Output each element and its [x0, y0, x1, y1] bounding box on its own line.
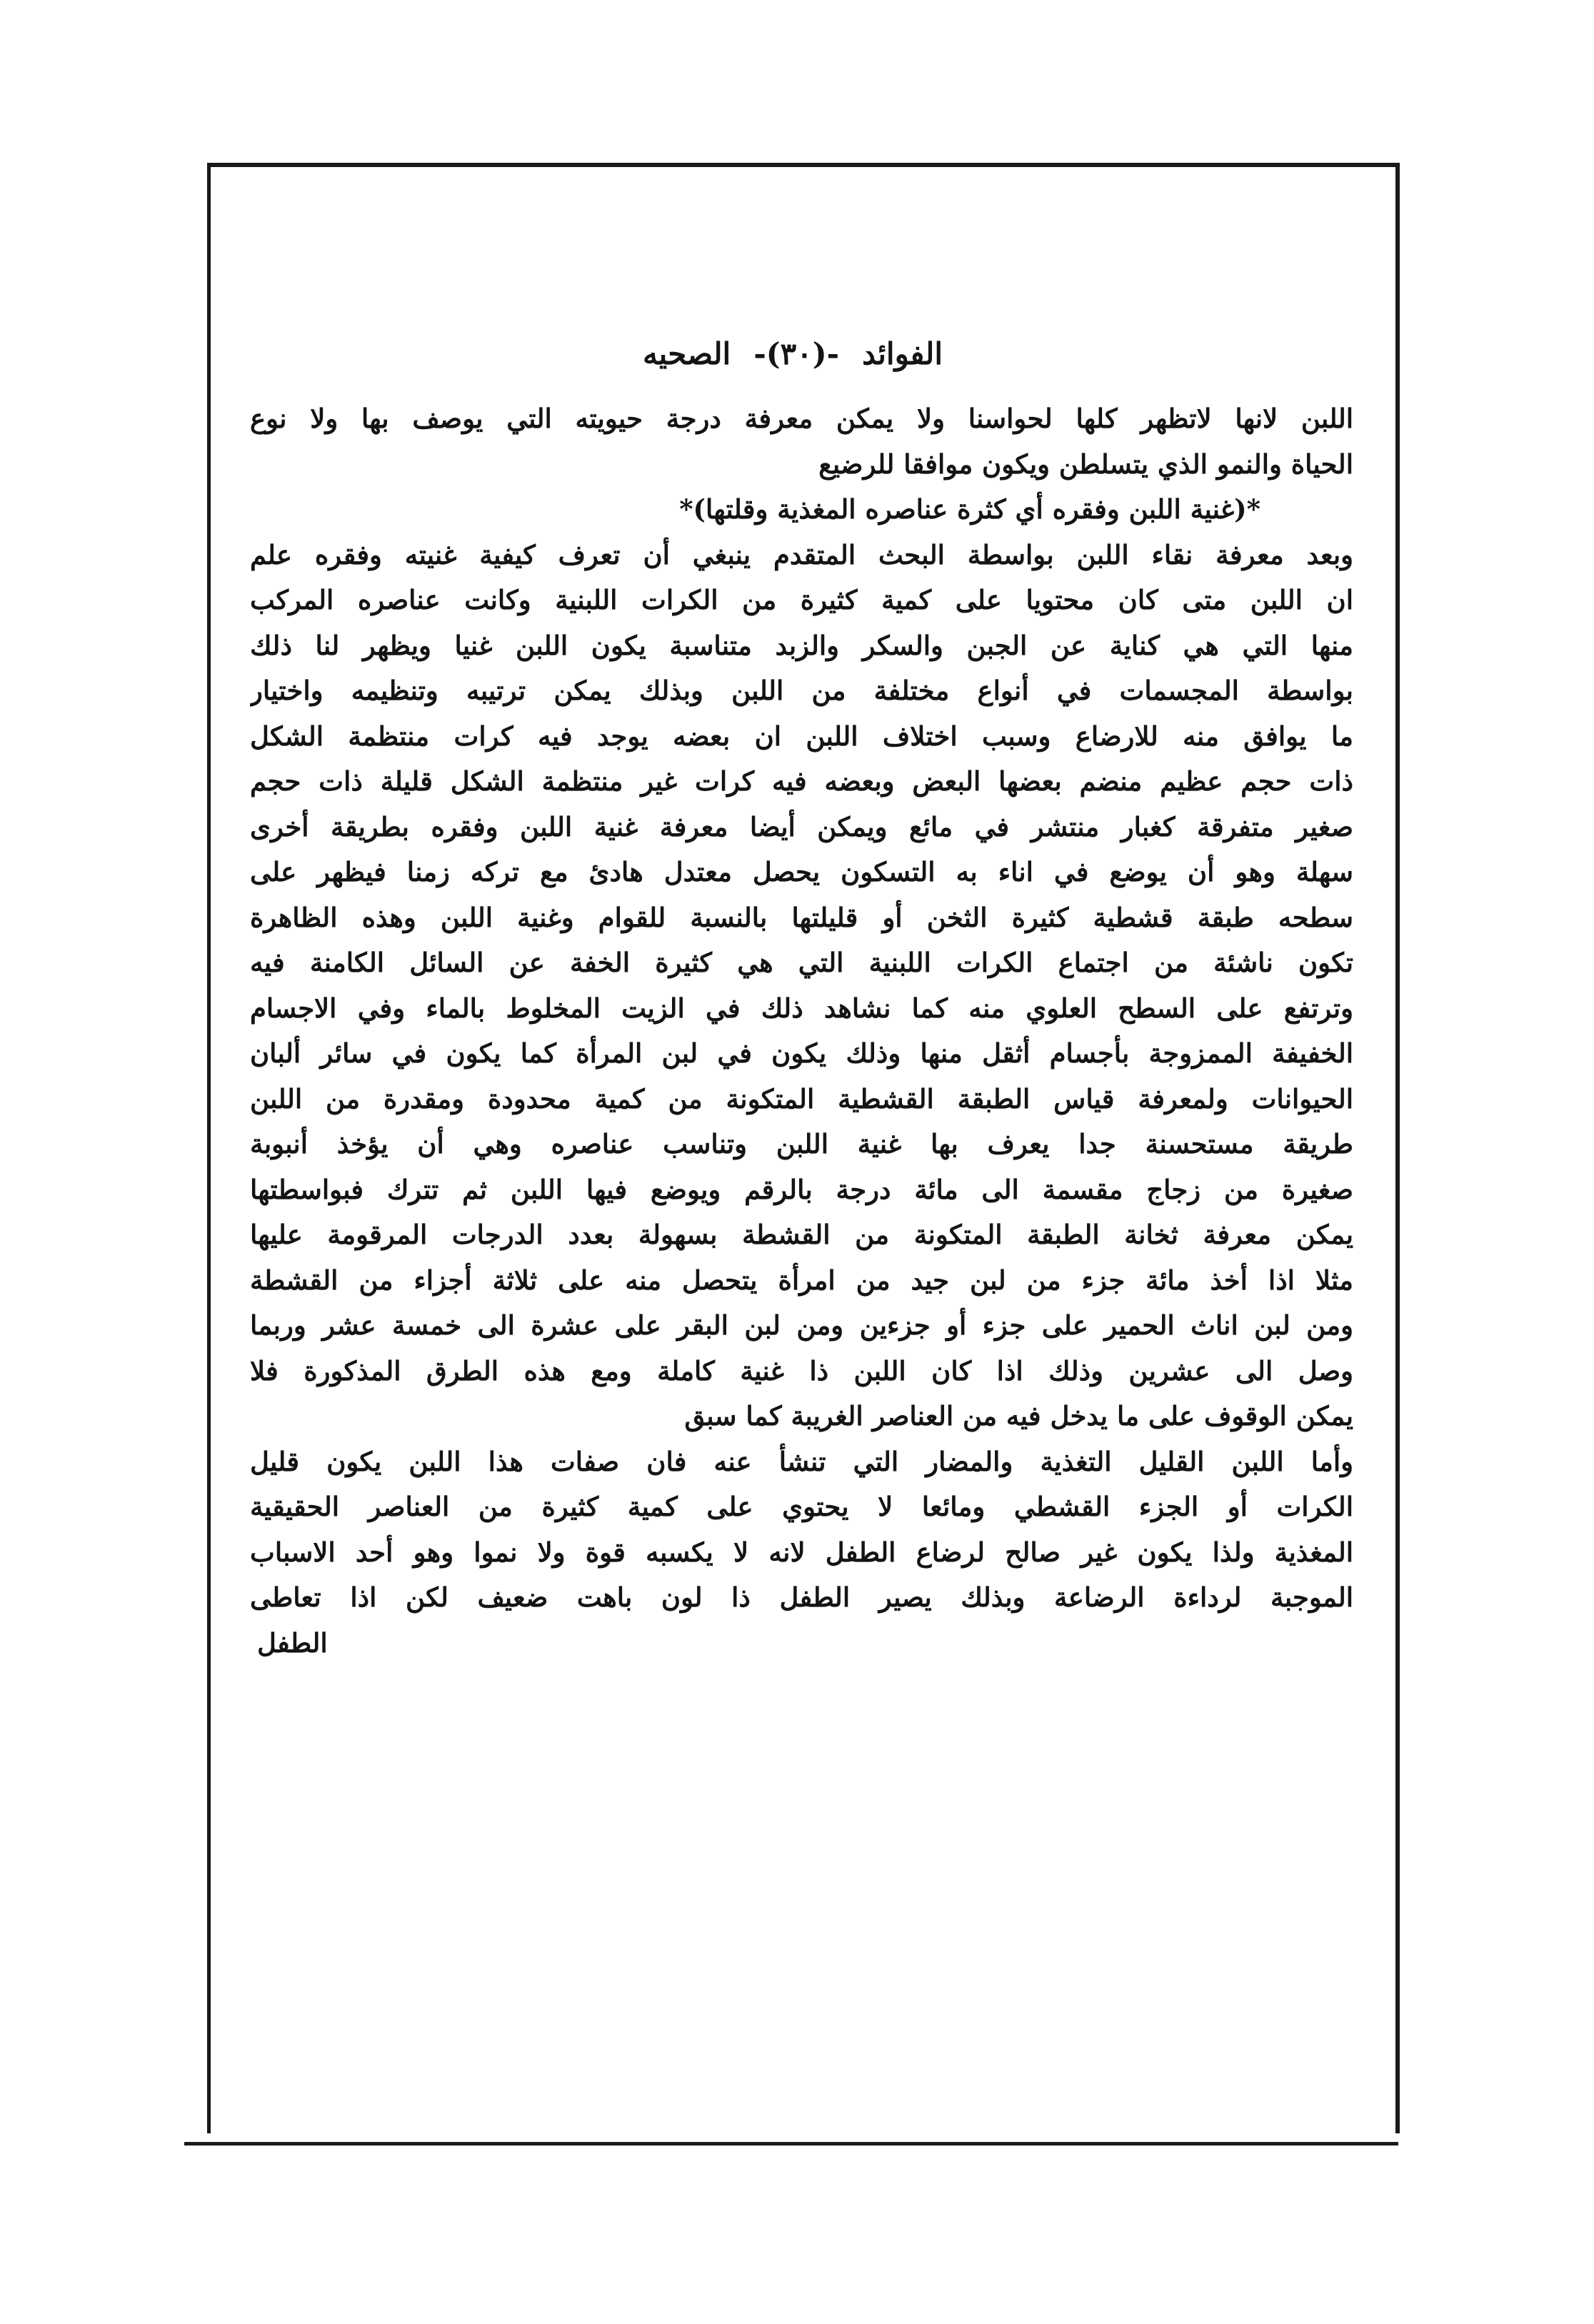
text-line: ذات حجم عظيم منضم بعضها البعض وبعضه فيه كرات غير منتظمة الشكل قليلة ذات حجم — [250, 765, 1353, 797]
section-heading: *(غنية اللبن وفقره أي كثرة عناصره المغذية وقلتها)* — [679, 493, 1260, 525]
body-text — [250, 396, 1353, 1666]
text-line: اللبن لانها لاتظهر كلها لحواسنا ولا يمكن معرفة درجة حيويته التي يوصف بها ولا نوع — [250, 403, 1353, 434]
text-line: يمكن معرفة ثخانة الطبقة المتكونة من القشطة بسهولة بعدد الدرجات المرقومة عليها — [250, 1219, 1353, 1250]
text-line: وترتفع على السطح العلوي منه كما نشاهد ذلك في الزيت المخلوط بالماء وفي الاجسام — [250, 992, 1353, 1024]
page-bottom-rule — [184, 2142, 1398, 2146]
text-line: صغير متفرقة كغبار منتشر في مائع ويمكن أيضا معرفة غنية اللبن وفقره بطريقة أخرى — [250, 810, 1353, 842]
page-number: -(٣٠)- — [753, 336, 840, 371]
text-line: الموجبة لرداءة الرضاعة وبذلك يصير الطفل ذا لون باهت ضعيف لكن اذا تعاطى — [250, 1581, 1353, 1613]
text-line: بواسطة المجسمات في أنواع مختلفة من اللبن وبذلك يمكن ترتيبه وتنظيمه واختيار — [250, 675, 1353, 706]
text-line: سطحه طبقة قشطية كثيرة الثخن أو قليلتها بالنسبة للقوام وغنية اللبن وهذه الظاهرة — [250, 901, 1353, 933]
text-line: الخفيفة الممزوجة بأجسام أثقل منها وذلك يكون في لبن المرأة كما يكون في سائر ألبان — [250, 1037, 1353, 1069]
text-line: تكون ناشئة من اجتماع الكرات اللبنية التي هي كثيرة الخفة عن السائل الكامنة فيه — [250, 947, 1353, 978]
catchword: الطفل — [257, 1626, 328, 1659]
text-line: الحياة والنمو الذي يتسلطن ويكون موافقا للرضيع — [818, 448, 1353, 480]
text-line: ان اللبن متى كان محتويا على كمية كثيرة من الكرات اللبنية وكانت عناصره المركب — [250, 584, 1353, 615]
text-line: الحيوانات ولمعرفة قياس الطبقة القشطية المتكونة من كمية محدودة ومقدرة من اللبن — [250, 1082, 1353, 1115]
text-line: صغيرة من زجاج مقسمة الى مائة درجة بالرقم ويوضع فيها اللبن ثم تترك فبواسطتها — [250, 1173, 1353, 1205]
text-line: ومن لبن اناث الحمير على جزء أو جزءين ومن لبن البقر على عشرة الى خمسة عشر وربما — [250, 1309, 1353, 1341]
header-right-title: الصحيه — [643, 336, 731, 371]
text-line: وأما اللبن القليل التغذية والمضار التي تنشأ عنه فان صفات هذا اللبن يكون قليل — [250, 1445, 1353, 1477]
text-line: الكرات أو الجزء القشطي ومائعا لا يحتوي على كمية كثيرة من العناصر الحقيقية — [250, 1491, 1353, 1522]
text-line: يمكن الوقوف على ما يدخل فيه من العناصر الغريبة كما سبق — [684, 1400, 1353, 1432]
text-line: المغذية ولذا يكون غير صالح لرضاع الطفل لانه لا يكسبه قوة ولا نموا وهو أحد الاسباب — [250, 1536, 1353, 1568]
text-line: سهلة وهو أن يوضع في اناء به التسكون يحصل معتدل هادئ مع تركه زمنا فيظهر على — [250, 856, 1353, 887]
text-line: مثلا اذا أخذ مائة جزء من لبن جيد من امرأة يتحصل منه على ثلاثة أجزاء من القشطة — [250, 1264, 1353, 1296]
text-line: وبعد معرفة نقاء اللبن بواسطة البحث المتقدم ينبغي أن تعرف كيفية غنيته وفقره علم — [250, 538, 1353, 570]
text-line: منها التي هي كناية عن الجبن والسكر والزبد متناسبة يكون اللبن غنيا ويظهر لنا ذلك — [250, 629, 1353, 661]
text-line: ما يوافق منه للارضاع وسبب اختلاف اللبن ان بعضه يوجد فيه كرات منتظمة الشكل — [250, 720, 1353, 752]
text-line: وصل الى عشرين وذلك اذا كان اللبن ذا غنية كاملة ومع هذه الطرق المذكورة فلا — [250, 1354, 1353, 1387]
page-header — [643, 325, 943, 382]
text-line: طريقة مستحسنة جدا يعرف بها غنية اللبن وتناسب عناصره وهي أن يؤخذ أنبوبة — [250, 1128, 1353, 1160]
header-left-title: الفوائد — [862, 336, 943, 371]
